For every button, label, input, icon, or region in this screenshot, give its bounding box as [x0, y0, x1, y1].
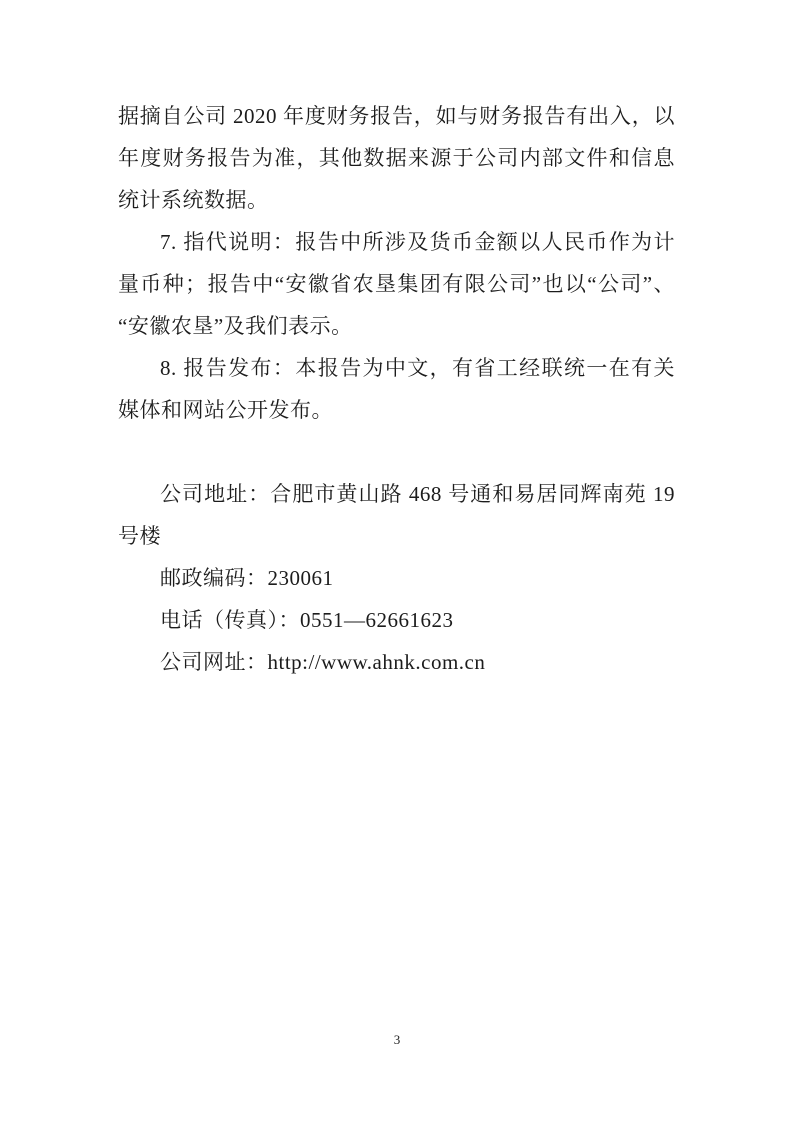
paragraph-data-source-note: 据摘自公司 2020 年度财务报告，如与财务报告有出入，以年度财务报告为准，其他数据来源于公司内部文件和信息统计系统数据。 [118, 104, 675, 212]
document-body [118, 95, 675, 683]
postal-code-line: 邮政编码：230061 [160, 566, 334, 590]
page-number: 3 [393, 1032, 401, 1047]
phone-fax-line: 电话（传真）：0551—62661623 [160, 608, 454, 632]
paragraph-terminology-note: 7. 指代说明：报告中所涉及货币金额以人民币作为计量币种；报告中“安徽省农垦集团有限公司”也以“公司”、“安徽农垦”及我们表示。 [118, 230, 675, 338]
company-address-line: 公司地址：合肥市黄山路 468 号通和易居同辉南苑 19 号楼 [118, 482, 675, 548]
paragraph-publication-note: 8. 报告发布：本报告为中文，有省工经联统一在有关媒体和网站公开发布。 [118, 356, 675, 422]
website-line: 公司网址：http://www.ahnk.com.cn [160, 650, 486, 674]
